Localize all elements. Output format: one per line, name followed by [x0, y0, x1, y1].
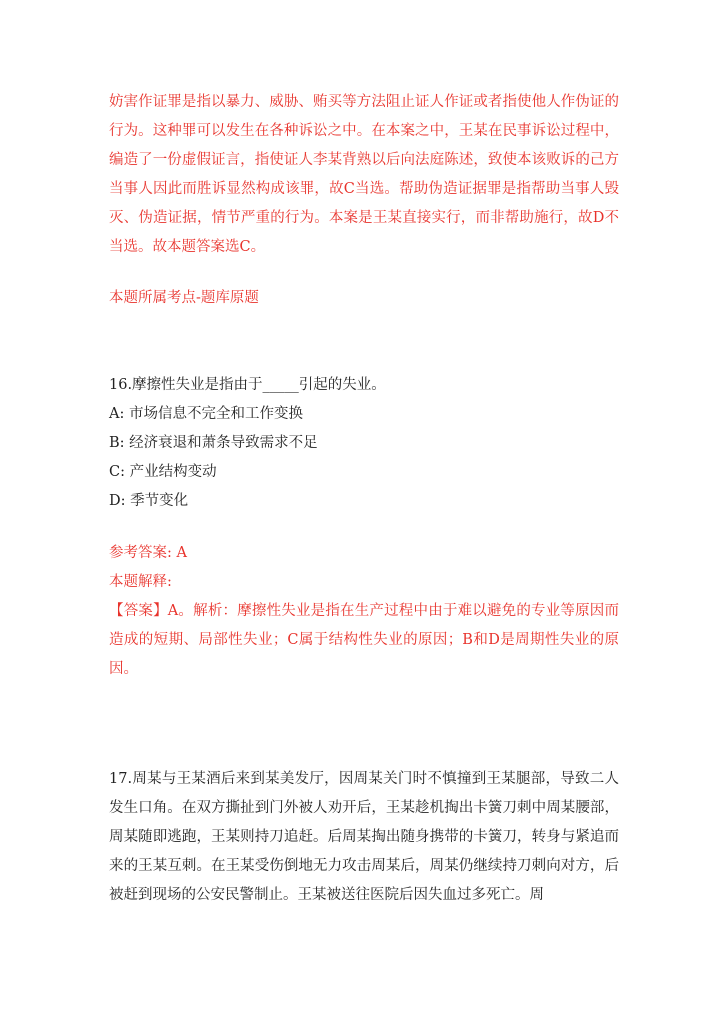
question-16-stem: 16.摩擦性失业是指由于_____引起的失业。 — [109, 377, 386, 393]
question-16-option-d: D: 季节变化 — [109, 493, 189, 509]
previous-source-block — [109, 284, 619, 313]
question-source-label: 本题所属考点-题库原题 — [109, 290, 259, 306]
question-16-option-a: A: 市场信息不完全和工作变换 — [109, 406, 303, 422]
question-16-explanation: 【答案】A。解析：摩擦性失业是指在生产过程中由于难以避免的专业等原因而造成的短期、局部性失业；C属于结构性失业的原因；B和D是周期性失业的原因。 — [109, 603, 619, 677]
question-16 — [109, 371, 619, 516]
question-17 — [109, 765, 619, 910]
question-16-option-b: B: 经济衰退和萧条导致需求不足 — [109, 435, 318, 451]
question-16-option-c: C: 产业结构变动 — [109, 464, 217, 480]
question-16-explanation-label: 本题解释: — [109, 574, 172, 590]
question-16-answer-block — [109, 539, 619, 684]
previous-explanation-block — [109, 88, 619, 262]
question-16-answer: 参考答案: A — [109, 545, 187, 561]
previous-explanation-text: 妨害作证罪是指以暴力、威胁、贿买等方法阻止证人作证或者指使他人作伪证的行为。这种罪可以发生在各种诉讼之中。在本案之中，王某在民事诉讼过程中，编造了一份虚假证言，指使证人李某背熟以后向法庭陈述，致使本该败诉的己方当事人因此而胜诉显然构成该罪，故C当选。帮助伪造证据罪是指帮助当事人毁灭、伪造证据，情节严重的行为。本案是王某直接实行，而非帮助施行，故D不当选。故本题答案选C。 — [109, 94, 619, 255]
question-17-stem: 17.周某与王某酒后来到某美发厅，因周某关门时不慎撞到王某腿部，导致二人发生口角。在双方撕扯到门外被人劝开后，王某趁机掏出卡簧刀刺中周某腰部，周某随即逃跑，王某则持刀追赶。后周某掏出随身携带的卡簧刀，转身与紧追而来的王某互刺。在王某受伤倒地无力攻击周某后，周某仍继续持刀刺向对方，后被赶到现场的公安民警制止。王某被送往医院后因失血过多死亡。周 — [109, 771, 619, 903]
